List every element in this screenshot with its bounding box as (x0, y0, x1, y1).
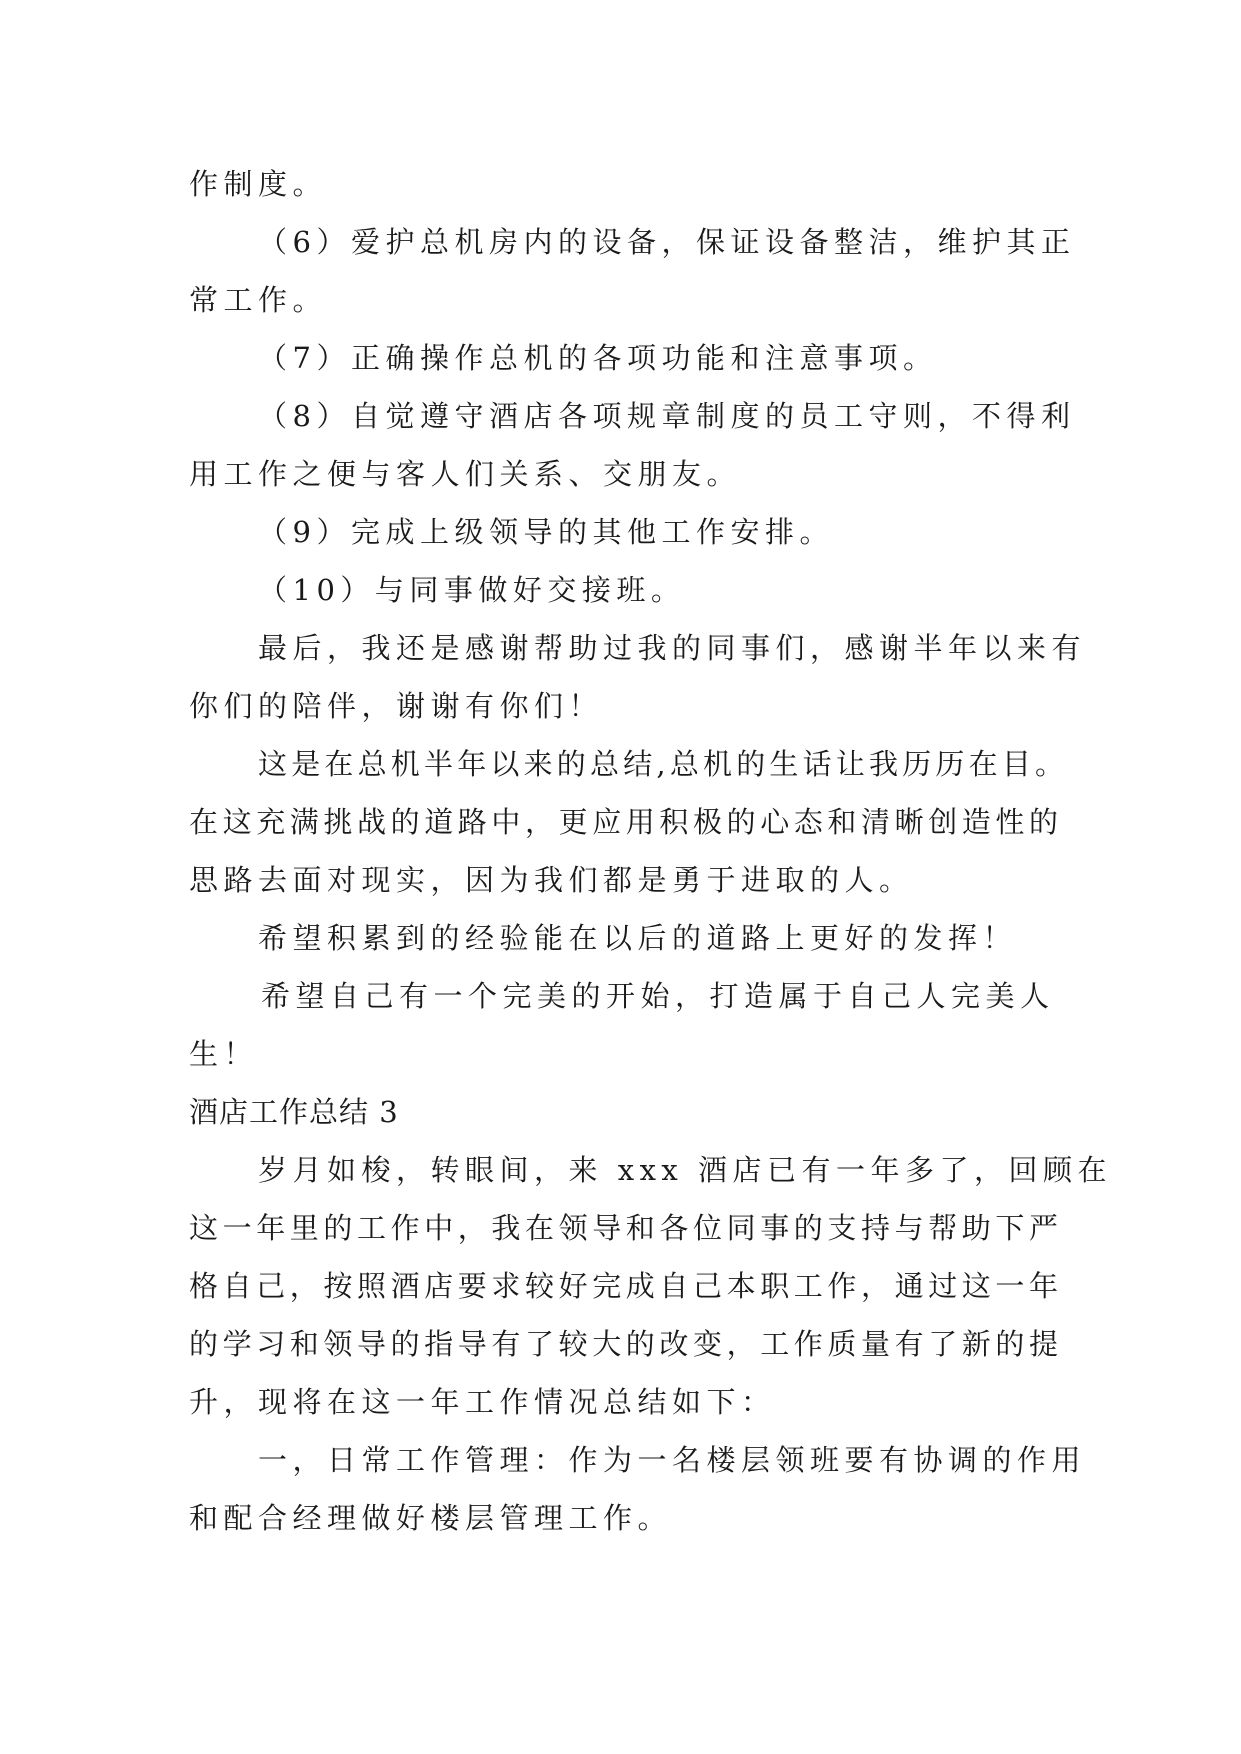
text-line: 升，现将在这一年工作情况总结如下： (189, 1385, 776, 1419)
text-line: 思路去面对现实，因为我们都是勇于进取的人。 (189, 863, 914, 897)
text-line: 你们的陪伴，谢谢有你们！ (189, 689, 604, 723)
text-line: 在这充满挑战的道路中，更应用积极的心态和清晰创造性的 (189, 805, 1063, 839)
text-line: 这一年里的工作中，我在领导和各位同事的支持与帮助下严 (189, 1211, 1063, 1245)
text-line: 和配合经理做好楼层管理工作。 (189, 1501, 673, 1535)
text-line: 的学习和领导的指导有了较大的改变，工作质量有了新的提 (189, 1327, 1063, 1361)
text-line: 希望自己有一个完美的开始，打造属于自己人完美人 (261, 979, 1055, 1013)
text-line: 格自己，按照酒店要求较好完成自己本职工作，通过这一年 (189, 1269, 1063, 1303)
text-line: 用工作之便与客人们关系、交朋友。 (189, 457, 742, 491)
text-line: 最后，我还是感谢帮助过我的同事们，感谢半年以来有 (258, 631, 1087, 665)
text-line: 岁月如梭，转眼间，来 xxx 酒店已有一年多了，回顾在 (258, 1153, 1113, 1187)
text-line: 这是在总机半年以来的总结,总机的生话让我历历在目。 (258, 747, 1069, 781)
text-line: （6）爱护总机房内的设备，保证设备整洁，维护其正 (258, 225, 1076, 259)
section-heading: 酒店工作总结 3 (189, 1095, 399, 1129)
text-line: （9）完成上级领导的其他工作安排。 (258, 515, 834, 549)
text-line: 常工作。 (189, 283, 328, 317)
text-line: 一，日常工作管理：作为一名楼层领班要有协调的作用 (258, 1443, 1087, 1477)
text-line: 希望积累到的经验能在以后的道路上更好的发挥！ (258, 921, 1018, 955)
text-line: 生！ (189, 1037, 259, 1071)
text-line: （7）正确操作总机的各项功能和注意事项。 (258, 341, 938, 375)
text-line: 作制度。 (189, 167, 328, 201)
text-line: （10）与同事做好交接班。 (258, 573, 686, 607)
text-line: （8）自觉遵守酒店各项规章制度的员工守则，不得利 (258, 399, 1076, 433)
